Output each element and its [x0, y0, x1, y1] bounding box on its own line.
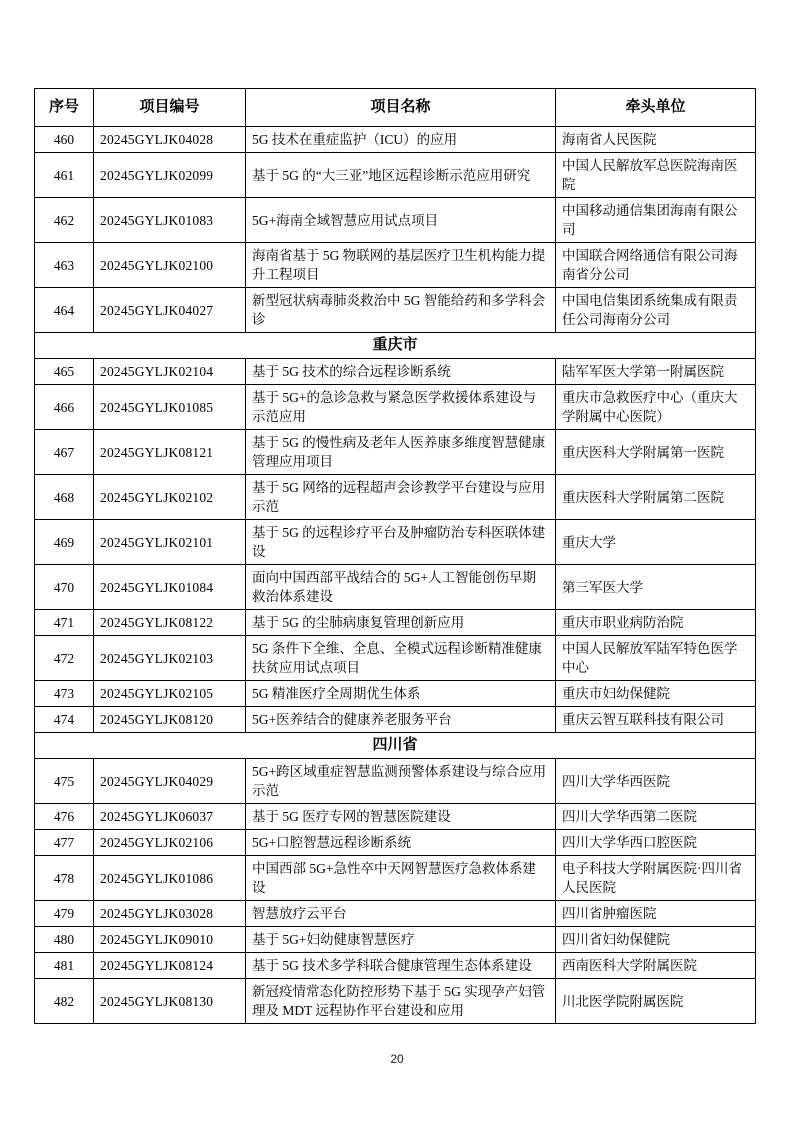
lead-unit: 四川省肿瘤医院 [556, 901, 756, 927]
project-name: 基于 5G 的尘肺病康复管理创新应用 [246, 610, 556, 636]
project-name: 海南省基于 5G 物联网的基层医疗卫生机构能力提升工程项目 [246, 243, 556, 288]
lead-unit: 海南省人民医院 [556, 127, 756, 153]
project-code: 20245GYLJK01085 [94, 385, 246, 430]
project-name: 基于 5G+的急诊急救与紧急医学救援体系建设与示范应用 [246, 385, 556, 430]
project-name: 5G 条件下全维、全息、全模式远程诊断精准健康扶贫应用试点项目 [246, 636, 556, 681]
project-name: 5G 精准医疗全周期优生体系 [246, 681, 556, 707]
row-number: 481 [35, 953, 94, 979]
project-code: 20245GYLJK02102 [94, 475, 246, 520]
section-row [35, 733, 756, 759]
project-code: 20245GYLJK02103 [94, 636, 246, 681]
table-row [35, 759, 756, 804]
lead-unit: 重庆医科大学附属第二医院 [556, 475, 756, 520]
row-number: 464 [35, 288, 94, 333]
lead-unit: 四川省妇幼保健院 [556, 927, 756, 953]
project-name: 基于 5G 的“大三亚”地区远程诊断示范应用研究 [246, 153, 556, 198]
row-number: 472 [35, 636, 94, 681]
table-row [35, 565, 756, 610]
table-row [35, 830, 756, 856]
lead-unit: 第三军医大学 [556, 565, 756, 610]
header-project-name: 项目名称 [246, 89, 556, 127]
row-number: 475 [35, 759, 94, 804]
project-name: 基于 5G+妇幼健康智慧医疗 [246, 927, 556, 953]
project-name: 新型冠状病毒肺炎救治中 5G 智能给药和多学科会诊 [246, 288, 556, 333]
project-name: 基于 5G 网络的远程超声会诊教学平台建设与应用示范 [246, 475, 556, 520]
lead-unit: 重庆市妇幼保健院 [556, 681, 756, 707]
table-row [35, 198, 756, 243]
row-number: 469 [35, 520, 94, 565]
project-name: 基于 5G 的远程诊疗平台及肿瘤防治专科医联体建设 [246, 520, 556, 565]
lead-unit: 四川大学华西口腔医院 [556, 830, 756, 856]
project-code: 20245GYLJK02104 [94, 359, 246, 385]
project-code: 20245GYLJK08121 [94, 430, 246, 475]
table-body [35, 127, 756, 1024]
table-header-row [35, 89, 756, 127]
project-name: 面向中国西部平战结合的 5G+人工智能创伤早期救治体系建设 [246, 565, 556, 610]
row-number: 470 [35, 565, 94, 610]
row-number: 478 [35, 856, 94, 901]
project-name: 新冠疫情常态化防控形势下基于 5G 实现孕产妇管理及 MDT 远程协作平台建设和应用 [246, 979, 556, 1024]
table-row [35, 901, 756, 927]
row-number: 466 [35, 385, 94, 430]
table-row [35, 153, 756, 198]
project-code: 20245GYLJK04027 [94, 288, 246, 333]
project-code: 20245GYLJK04029 [94, 759, 246, 804]
row-number: 477 [35, 830, 94, 856]
row-number: 471 [35, 610, 94, 636]
section-label: 重庆市 [35, 333, 756, 359]
lead-unit: 陆军军医大学第一附属医院 [556, 359, 756, 385]
lead-unit: 重庆市职业病防治院 [556, 610, 756, 636]
row-number: 482 [35, 979, 94, 1024]
project-name: 中国西部 5G+急性卒中天网智慧医疗急救体系建设 [246, 856, 556, 901]
table-row [35, 243, 756, 288]
project-code: 20245GYLJK02106 [94, 830, 246, 856]
row-number: 465 [35, 359, 94, 385]
project-code: 20245GYLJK03028 [94, 901, 246, 927]
lead-unit: 川北医学院附属医院 [556, 979, 756, 1024]
lead-unit: 重庆云智互联科技有限公司 [556, 707, 756, 733]
project-name: 5G 技术在重症监护（ICU）的应用 [246, 127, 556, 153]
project-name: 基于 5G 技术多学科联合健康管理生态体系建设 [246, 953, 556, 979]
project-name: 5G+跨区域重症智慧监测预警体系建设与综合应用示范 [246, 759, 556, 804]
table-row [35, 979, 756, 1024]
lead-unit: 重庆医科大学附属第一医院 [556, 430, 756, 475]
lead-unit: 中国联合网络通信有限公司海南省分公司 [556, 243, 756, 288]
row-number: 473 [35, 681, 94, 707]
table-row [35, 359, 756, 385]
project-code: 20245GYLJK04028 [94, 127, 246, 153]
lead-unit: 中国电信集团系统集成有限责任公司海南分公司 [556, 288, 756, 333]
project-code: 20245GYLJK08122 [94, 610, 246, 636]
table-row [35, 610, 756, 636]
row-number: 476 [35, 804, 94, 830]
table-row [35, 385, 756, 430]
project-code: 20245GYLJK01086 [94, 856, 246, 901]
table-row [35, 520, 756, 565]
project-name: 基于 5G 的慢性病及老年人医养康多维度智慧健康管理应用项目 [246, 430, 556, 475]
lead-unit: 电子科技大学附属医院·四川省人民医院 [556, 856, 756, 901]
project-code: 20245GYLJK08130 [94, 979, 246, 1024]
row-number: 461 [35, 153, 94, 198]
project-name: 5G+医养结合的健康养老服务平台 [246, 707, 556, 733]
project-code: 20245GYLJK09010 [94, 927, 246, 953]
row-number: 463 [35, 243, 94, 288]
project-name: 5G+口腔智慧远程诊断系统 [246, 830, 556, 856]
lead-unit: 中国人民解放军陆军特色医学中心 [556, 636, 756, 681]
projects-table [34, 88, 756, 1024]
header-lead-unit: 牵头单位 [556, 89, 756, 127]
table-row [35, 288, 756, 333]
project-code: 20245GYLJK06037 [94, 804, 246, 830]
row-number: 462 [35, 198, 94, 243]
project-code: 20245GYLJK01083 [94, 198, 246, 243]
table-row [35, 636, 756, 681]
table-row [35, 707, 756, 733]
section-row [35, 333, 756, 359]
row-number: 479 [35, 901, 94, 927]
project-name: 基于 5G 技术的综合远程诊断系统 [246, 359, 556, 385]
lead-unit: 西南医科大学附属医院 [556, 953, 756, 979]
project-code: 20245GYLJK02099 [94, 153, 246, 198]
project-code: 20245GYLJK02100 [94, 243, 246, 288]
lead-unit: 中国移动通信集团海南有限公司 [556, 198, 756, 243]
project-code: 20245GYLJK02105 [94, 681, 246, 707]
table-row [35, 804, 756, 830]
project-name: 5G+海南全域智慧应用试点项目 [246, 198, 556, 243]
row-number: 474 [35, 707, 94, 733]
table-row [35, 681, 756, 707]
table-row [35, 856, 756, 901]
project-code: 20245GYLJK08120 [94, 707, 246, 733]
table-row [35, 127, 756, 153]
project-name: 智慧放疗云平台 [246, 901, 556, 927]
page-number: 20 [390, 1052, 404, 1066]
row-number: 467 [35, 430, 94, 475]
section-label: 四川省 [35, 733, 756, 759]
table-row [35, 927, 756, 953]
project-code: 20245GYLJK01084 [94, 565, 246, 610]
project-code: 20245GYLJK02101 [94, 520, 246, 565]
project-name: 基于 5G 医疗专网的智慧医院建设 [246, 804, 556, 830]
project-code: 20245GYLJK08124 [94, 953, 246, 979]
row-number: 480 [35, 927, 94, 953]
lead-unit: 重庆市急救医疗中心（重庆大学附属中心医院） [556, 385, 756, 430]
table-row [35, 953, 756, 979]
lead-unit: 中国人民解放军总医院海南医院 [556, 153, 756, 198]
row-number: 468 [35, 475, 94, 520]
lead-unit: 重庆大学 [556, 520, 756, 565]
table-row [35, 430, 756, 475]
header-project-code: 项目编号 [94, 89, 246, 127]
row-number: 460 [35, 127, 94, 153]
lead-unit: 四川大学华西医院 [556, 759, 756, 804]
header-no: 序号 [35, 89, 94, 127]
lead-unit: 四川大学华西第二医院 [556, 804, 756, 830]
table-row [35, 475, 756, 520]
